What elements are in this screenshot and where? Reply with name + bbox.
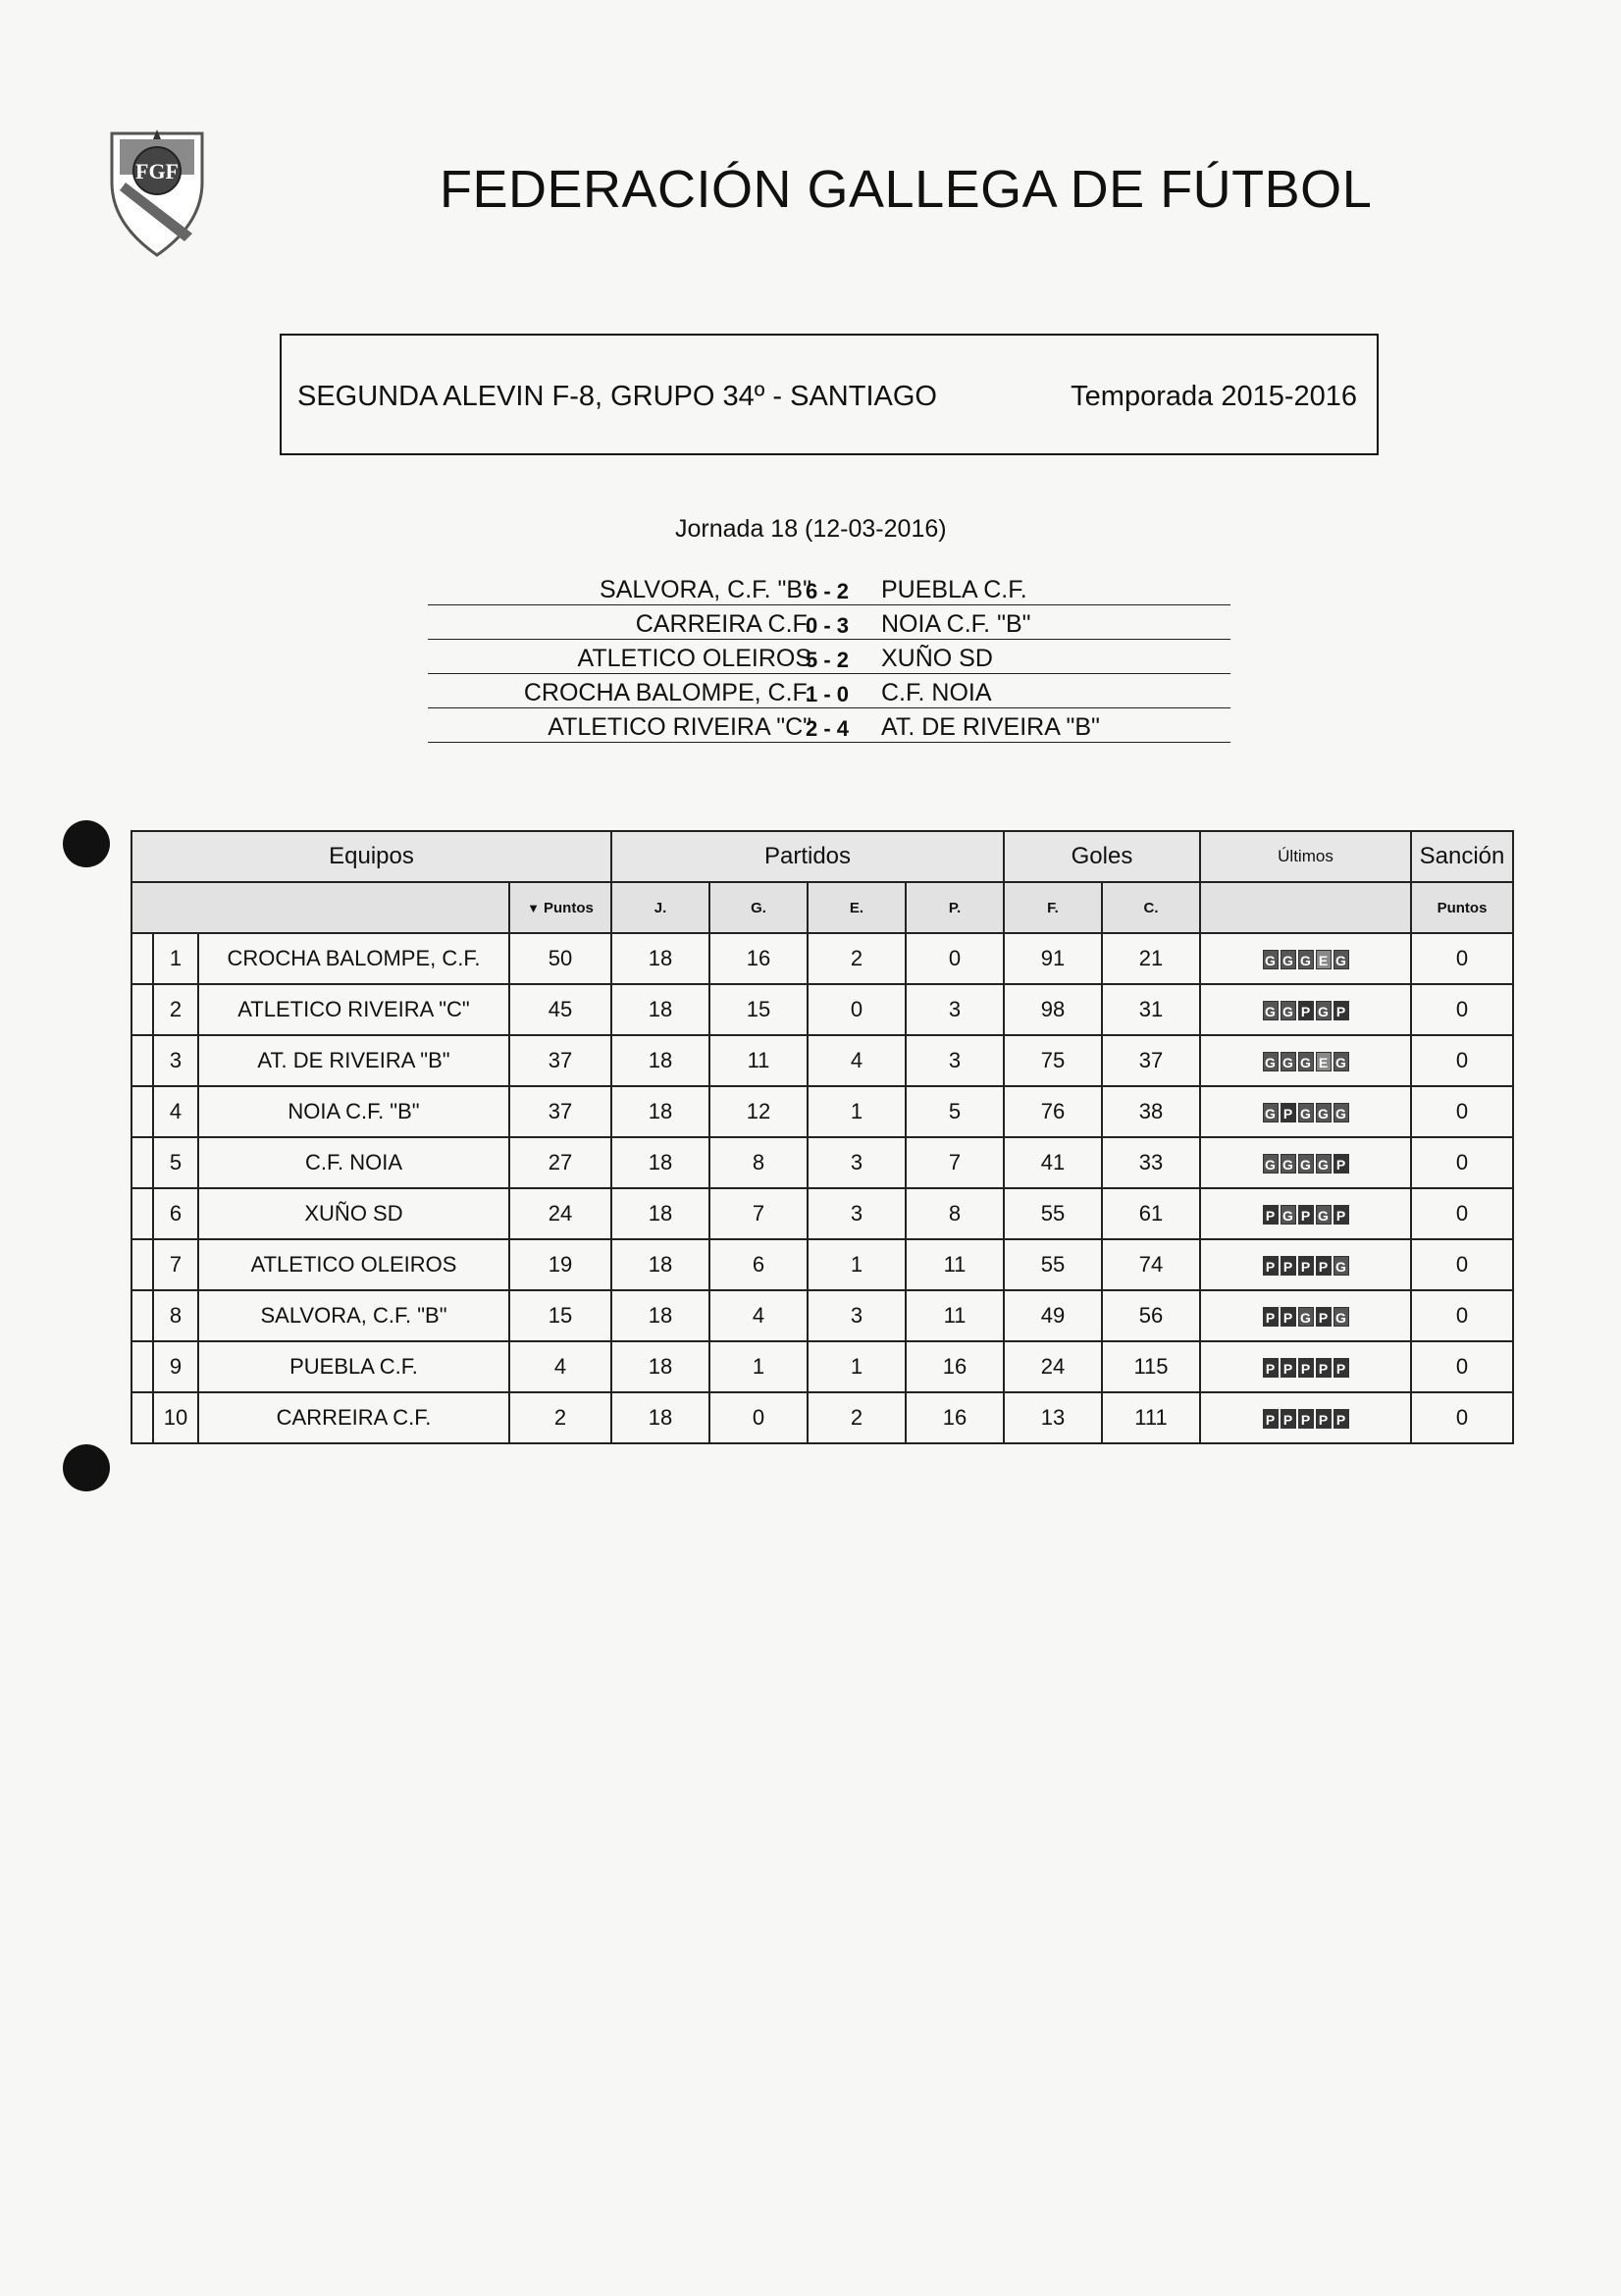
result-badge: P [1333, 1001, 1349, 1020]
stat-j: 18 [611, 1086, 709, 1137]
result-badge: G [1333, 1103, 1349, 1122]
header-goles: Goles [1004, 831, 1200, 882]
match-score: 2 - 4 [806, 716, 850, 741]
away-team: PUEBLA C.F. [881, 576, 1027, 603]
stat-f: 98 [1004, 984, 1102, 1035]
team-name: XUÑO SD [198, 1188, 509, 1239]
sort-desc-icon: ▼ [527, 900, 541, 915]
row-margin [131, 1341, 153, 1392]
sanction-points: 0 [1411, 1188, 1513, 1239]
home-team: ATLETICO RIVEIRA "C" [548, 713, 811, 741]
team-name: ATLETICO RIVEIRA "C" [198, 984, 509, 1035]
season-label: Temporada 2015-2016 [1071, 381, 1357, 412]
home-team: CROCHA BALOMPE, C.F. [523, 679, 811, 706]
sanction-points: 0 [1411, 1290, 1513, 1341]
stat-pts: 50 [509, 933, 611, 984]
punch-hole-top [63, 820, 110, 867]
stat-f: 75 [1004, 1035, 1102, 1086]
sanction-points: 0 [1411, 1341, 1513, 1392]
team-name: NOIA C.F. "B" [198, 1086, 509, 1137]
header-row-columns [131, 882, 1513, 933]
header-j: J. [611, 882, 709, 933]
header-partidos: Partidos [611, 831, 1004, 882]
result-badge: P [1333, 1154, 1349, 1174]
stat-g: 4 [709, 1290, 808, 1341]
federation-logo [106, 126, 208, 261]
position: 2 [153, 984, 198, 1035]
header-sancion: Sanción [1411, 831, 1513, 882]
stat-g: 16 [709, 933, 808, 984]
stat-p: 11 [906, 1239, 1004, 1290]
result-badge: G [1281, 1052, 1296, 1071]
stat-j: 18 [611, 1341, 709, 1392]
stat-p: 8 [906, 1188, 1004, 1239]
row-margin [131, 1188, 153, 1239]
stat-p: 3 [906, 984, 1004, 1035]
stat-pts: 45 [509, 984, 611, 1035]
last-results [1200, 984, 1411, 1035]
position: 1 [153, 933, 198, 984]
header-c: C. [1102, 882, 1200, 933]
table-row [131, 1086, 1513, 1137]
result-badge: E [1316, 1052, 1332, 1071]
stat-c: 115 [1102, 1341, 1200, 1392]
stat-g: 11 [709, 1035, 808, 1086]
team-name: C.F. NOIA [198, 1137, 509, 1188]
result-badge: P [1263, 1256, 1279, 1276]
sanction-points: 0 [1411, 1239, 1513, 1290]
stat-j: 18 [611, 933, 709, 984]
position: 8 [153, 1290, 198, 1341]
match-row [428, 674, 1230, 708]
result-badge: P [1263, 1358, 1279, 1378]
result-badge: P [1263, 1307, 1279, 1327]
stat-g: 8 [709, 1137, 808, 1188]
result-badge: P [1316, 1358, 1332, 1378]
stat-f: 76 [1004, 1086, 1102, 1137]
table-row [131, 1290, 1513, 1341]
away-team: XUÑO SD [881, 645, 993, 672]
stat-f: 49 [1004, 1290, 1102, 1341]
last-results [1200, 1341, 1411, 1392]
stat-g: 6 [709, 1239, 808, 1290]
result-badge: P [1298, 1001, 1314, 1020]
result-badge: G [1333, 950, 1349, 969]
row-margin [131, 984, 153, 1035]
stat-c: 37 [1102, 1035, 1200, 1086]
team-name: PUEBLA C.F. [198, 1341, 509, 1392]
table-row [131, 933, 1513, 984]
match-row [428, 571, 1230, 605]
stat-c: 38 [1102, 1086, 1200, 1137]
header-sancion-puntos: Puntos [1411, 882, 1513, 933]
table-row [131, 1341, 1513, 1392]
position: 3 [153, 1035, 198, 1086]
sanction-points: 0 [1411, 984, 1513, 1035]
stat-p: 16 [906, 1392, 1004, 1443]
table-row [131, 1035, 1513, 1086]
stat-j: 18 [611, 1290, 709, 1341]
stat-c: 74 [1102, 1239, 1200, 1290]
result-badge: G [1263, 1154, 1279, 1174]
last-results [1200, 1035, 1411, 1086]
punch-hole-bottom [63, 1444, 110, 1491]
competition-box [280, 334, 1379, 455]
sanction-points: 0 [1411, 933, 1513, 984]
result-badge: P [1263, 1205, 1279, 1225]
header-p: P. [906, 882, 1004, 933]
stat-g: 12 [709, 1086, 808, 1137]
stat-j: 18 [611, 1239, 709, 1290]
row-margin [131, 1290, 153, 1341]
result-badge: P [1281, 1307, 1296, 1327]
federation-title: FEDERACIÓN GALLEGA DE FÚTBOL [440, 160, 1373, 219]
last-results [1200, 1188, 1411, 1239]
stat-pts: 2 [509, 1392, 611, 1443]
result-badge: G [1316, 1205, 1332, 1225]
result-badge: G [1298, 1052, 1314, 1071]
stat-f: 24 [1004, 1341, 1102, 1392]
stat-p: 3 [906, 1035, 1004, 1086]
stat-e: 1 [808, 1239, 906, 1290]
position: 6 [153, 1188, 198, 1239]
home-team: SALVORA, C.F. "B" [600, 576, 811, 603]
stat-pts: 4 [509, 1341, 611, 1392]
table-row [131, 1137, 1513, 1188]
stat-c: 31 [1102, 984, 1200, 1035]
result-badge: P [1298, 1256, 1314, 1276]
stat-pts: 19 [509, 1239, 611, 1290]
position: 5 [153, 1137, 198, 1188]
stat-c: 33 [1102, 1137, 1200, 1188]
result-badge: P [1298, 1409, 1314, 1429]
result-badge: P [1263, 1409, 1279, 1429]
match-score: 6 - 2 [806, 579, 850, 603]
sanction-points: 0 [1411, 1392, 1513, 1443]
result-badge: G [1263, 1001, 1279, 1020]
stat-pts: 15 [509, 1290, 611, 1341]
header-equipos: Equipos [131, 831, 611, 882]
table-row [131, 1392, 1513, 1443]
stat-c: 56 [1102, 1290, 1200, 1341]
row-margin [131, 933, 153, 984]
svg-text:FGF: FGF [135, 159, 179, 183]
result-badge: G [1316, 1103, 1332, 1122]
result-badge: G [1281, 1154, 1296, 1174]
row-margin [131, 1035, 153, 1086]
stat-e: 0 [808, 984, 906, 1035]
home-team: CARREIRA C.F. [635, 610, 811, 638]
sanction-points: 0 [1411, 1086, 1513, 1137]
header-ultimos: Últimos [1200, 831, 1411, 882]
result-badge: P [1281, 1358, 1296, 1378]
sanction-points: 0 [1411, 1137, 1513, 1188]
stat-e: 3 [808, 1137, 906, 1188]
result-badge: G [1298, 1103, 1314, 1122]
result-badge: G [1263, 950, 1279, 969]
row-margin [131, 1392, 153, 1443]
stat-g: 0 [709, 1392, 808, 1443]
stat-p: 0 [906, 933, 1004, 984]
standings-table [131, 830, 1514, 1444]
result-badge: G [1333, 1256, 1349, 1276]
result-badge: G [1333, 1052, 1349, 1071]
stat-f: 13 [1004, 1392, 1102, 1443]
stat-j: 18 [611, 1137, 709, 1188]
stat-e: 3 [808, 1188, 906, 1239]
match-row [428, 708, 1230, 743]
position: 7 [153, 1239, 198, 1290]
stat-p: 11 [906, 1290, 1004, 1341]
stat-pts: 24 [509, 1188, 611, 1239]
result-badge: G [1333, 1307, 1349, 1327]
stat-e: 2 [808, 933, 906, 984]
result-badge: P [1281, 1103, 1296, 1122]
result-badge: G [1298, 950, 1314, 969]
result-badge: G [1263, 1103, 1279, 1122]
result-badge: P [1298, 1205, 1314, 1225]
team-name: ATLETICO OLEIROS [198, 1239, 509, 1290]
match-row [428, 640, 1230, 674]
stat-j: 18 [611, 1035, 709, 1086]
result-badge: P [1316, 1256, 1332, 1276]
result-badge: G [1316, 1154, 1332, 1174]
position: 10 [153, 1392, 198, 1443]
row-margin [131, 1086, 153, 1137]
stat-j: 18 [611, 984, 709, 1035]
stat-f: 55 [1004, 1188, 1102, 1239]
header-puntos[interactable]: ▼ Puntos [509, 882, 611, 933]
header-f: F. [1004, 882, 1102, 933]
result-badge: P [1281, 1256, 1296, 1276]
result-badge: E [1316, 950, 1332, 969]
team-name: SALVORA, C.F. "B" [198, 1290, 509, 1341]
result-badge: P [1281, 1409, 1296, 1429]
header-row-groups [131, 831, 1513, 882]
match-score: 1 - 0 [806, 682, 850, 706]
result-badge: P [1333, 1205, 1349, 1225]
row-margin [131, 1239, 153, 1290]
jornada-title: Jornada 18 (12-03-2016) [675, 515, 947, 543]
stat-f: 41 [1004, 1137, 1102, 1188]
result-badge: G [1281, 1001, 1296, 1020]
stat-pts: 37 [509, 1035, 611, 1086]
last-results [1200, 1137, 1411, 1188]
team-name: AT. DE RIVEIRA "B" [198, 1035, 509, 1086]
home-team: ATLETICO OLEIROS [577, 645, 811, 672]
result-badge: P [1316, 1409, 1332, 1429]
result-badge: P [1333, 1358, 1349, 1378]
stat-g: 7 [709, 1188, 808, 1239]
last-results [1200, 1290, 1411, 1341]
stat-j: 18 [611, 1188, 709, 1239]
match-row [428, 605, 1230, 640]
stat-p: 7 [906, 1137, 1004, 1188]
result-badge: G [1298, 1307, 1314, 1327]
stat-pts: 37 [509, 1086, 611, 1137]
stat-pts: 27 [509, 1137, 611, 1188]
result-badge: G [1316, 1001, 1332, 1020]
row-margin [131, 1137, 153, 1188]
table-row [131, 1239, 1513, 1290]
table-row [131, 1188, 1513, 1239]
position: 4 [153, 1086, 198, 1137]
stat-p: 5 [906, 1086, 1004, 1137]
stat-j: 18 [611, 1392, 709, 1443]
result-badge: G [1281, 950, 1296, 969]
away-team: NOIA C.F. "B" [881, 610, 1031, 638]
result-badge: G [1263, 1052, 1279, 1071]
away-team: AT. DE RIVEIRA "B" [881, 713, 1100, 741]
last-results [1200, 933, 1411, 984]
away-team: C.F. NOIA [881, 679, 992, 706]
result-badge: P [1316, 1307, 1332, 1327]
last-results [1200, 1392, 1411, 1443]
header-g: G. [709, 882, 808, 933]
stat-p: 16 [906, 1341, 1004, 1392]
result-badge: G [1298, 1154, 1314, 1174]
competition-name: SEGUNDA ALEVIN F-8, GRUPO 34º - SANTIAGO [297, 381, 937, 412]
sanction-points: 0 [1411, 1035, 1513, 1086]
team-name: CARREIRA C.F. [198, 1392, 509, 1443]
stat-c: 111 [1102, 1392, 1200, 1443]
stat-f: 55 [1004, 1239, 1102, 1290]
stat-e: 1 [808, 1086, 906, 1137]
stat-c: 21 [1102, 933, 1200, 984]
stat-c: 61 [1102, 1188, 1200, 1239]
position: 9 [153, 1341, 198, 1392]
team-name: CROCHA BALOMPE, C.F. [198, 933, 509, 984]
stat-g: 1 [709, 1341, 808, 1392]
results-list [428, 571, 1230, 743]
result-badge: G [1281, 1205, 1296, 1225]
stat-e: 2 [808, 1392, 906, 1443]
stat-e: 4 [808, 1035, 906, 1086]
result-badge: P [1298, 1358, 1314, 1378]
header-e: E. [808, 882, 906, 933]
match-score: 0 - 3 [806, 613, 850, 638]
last-results [1200, 1086, 1411, 1137]
stat-f: 91 [1004, 933, 1102, 984]
result-badge: P [1333, 1409, 1349, 1429]
table-row [131, 984, 1513, 1035]
stat-g: 15 [709, 984, 808, 1035]
stat-e: 3 [808, 1290, 906, 1341]
stat-e: 1 [808, 1341, 906, 1392]
match-score: 5 - 2 [806, 648, 850, 672]
last-results [1200, 1239, 1411, 1290]
